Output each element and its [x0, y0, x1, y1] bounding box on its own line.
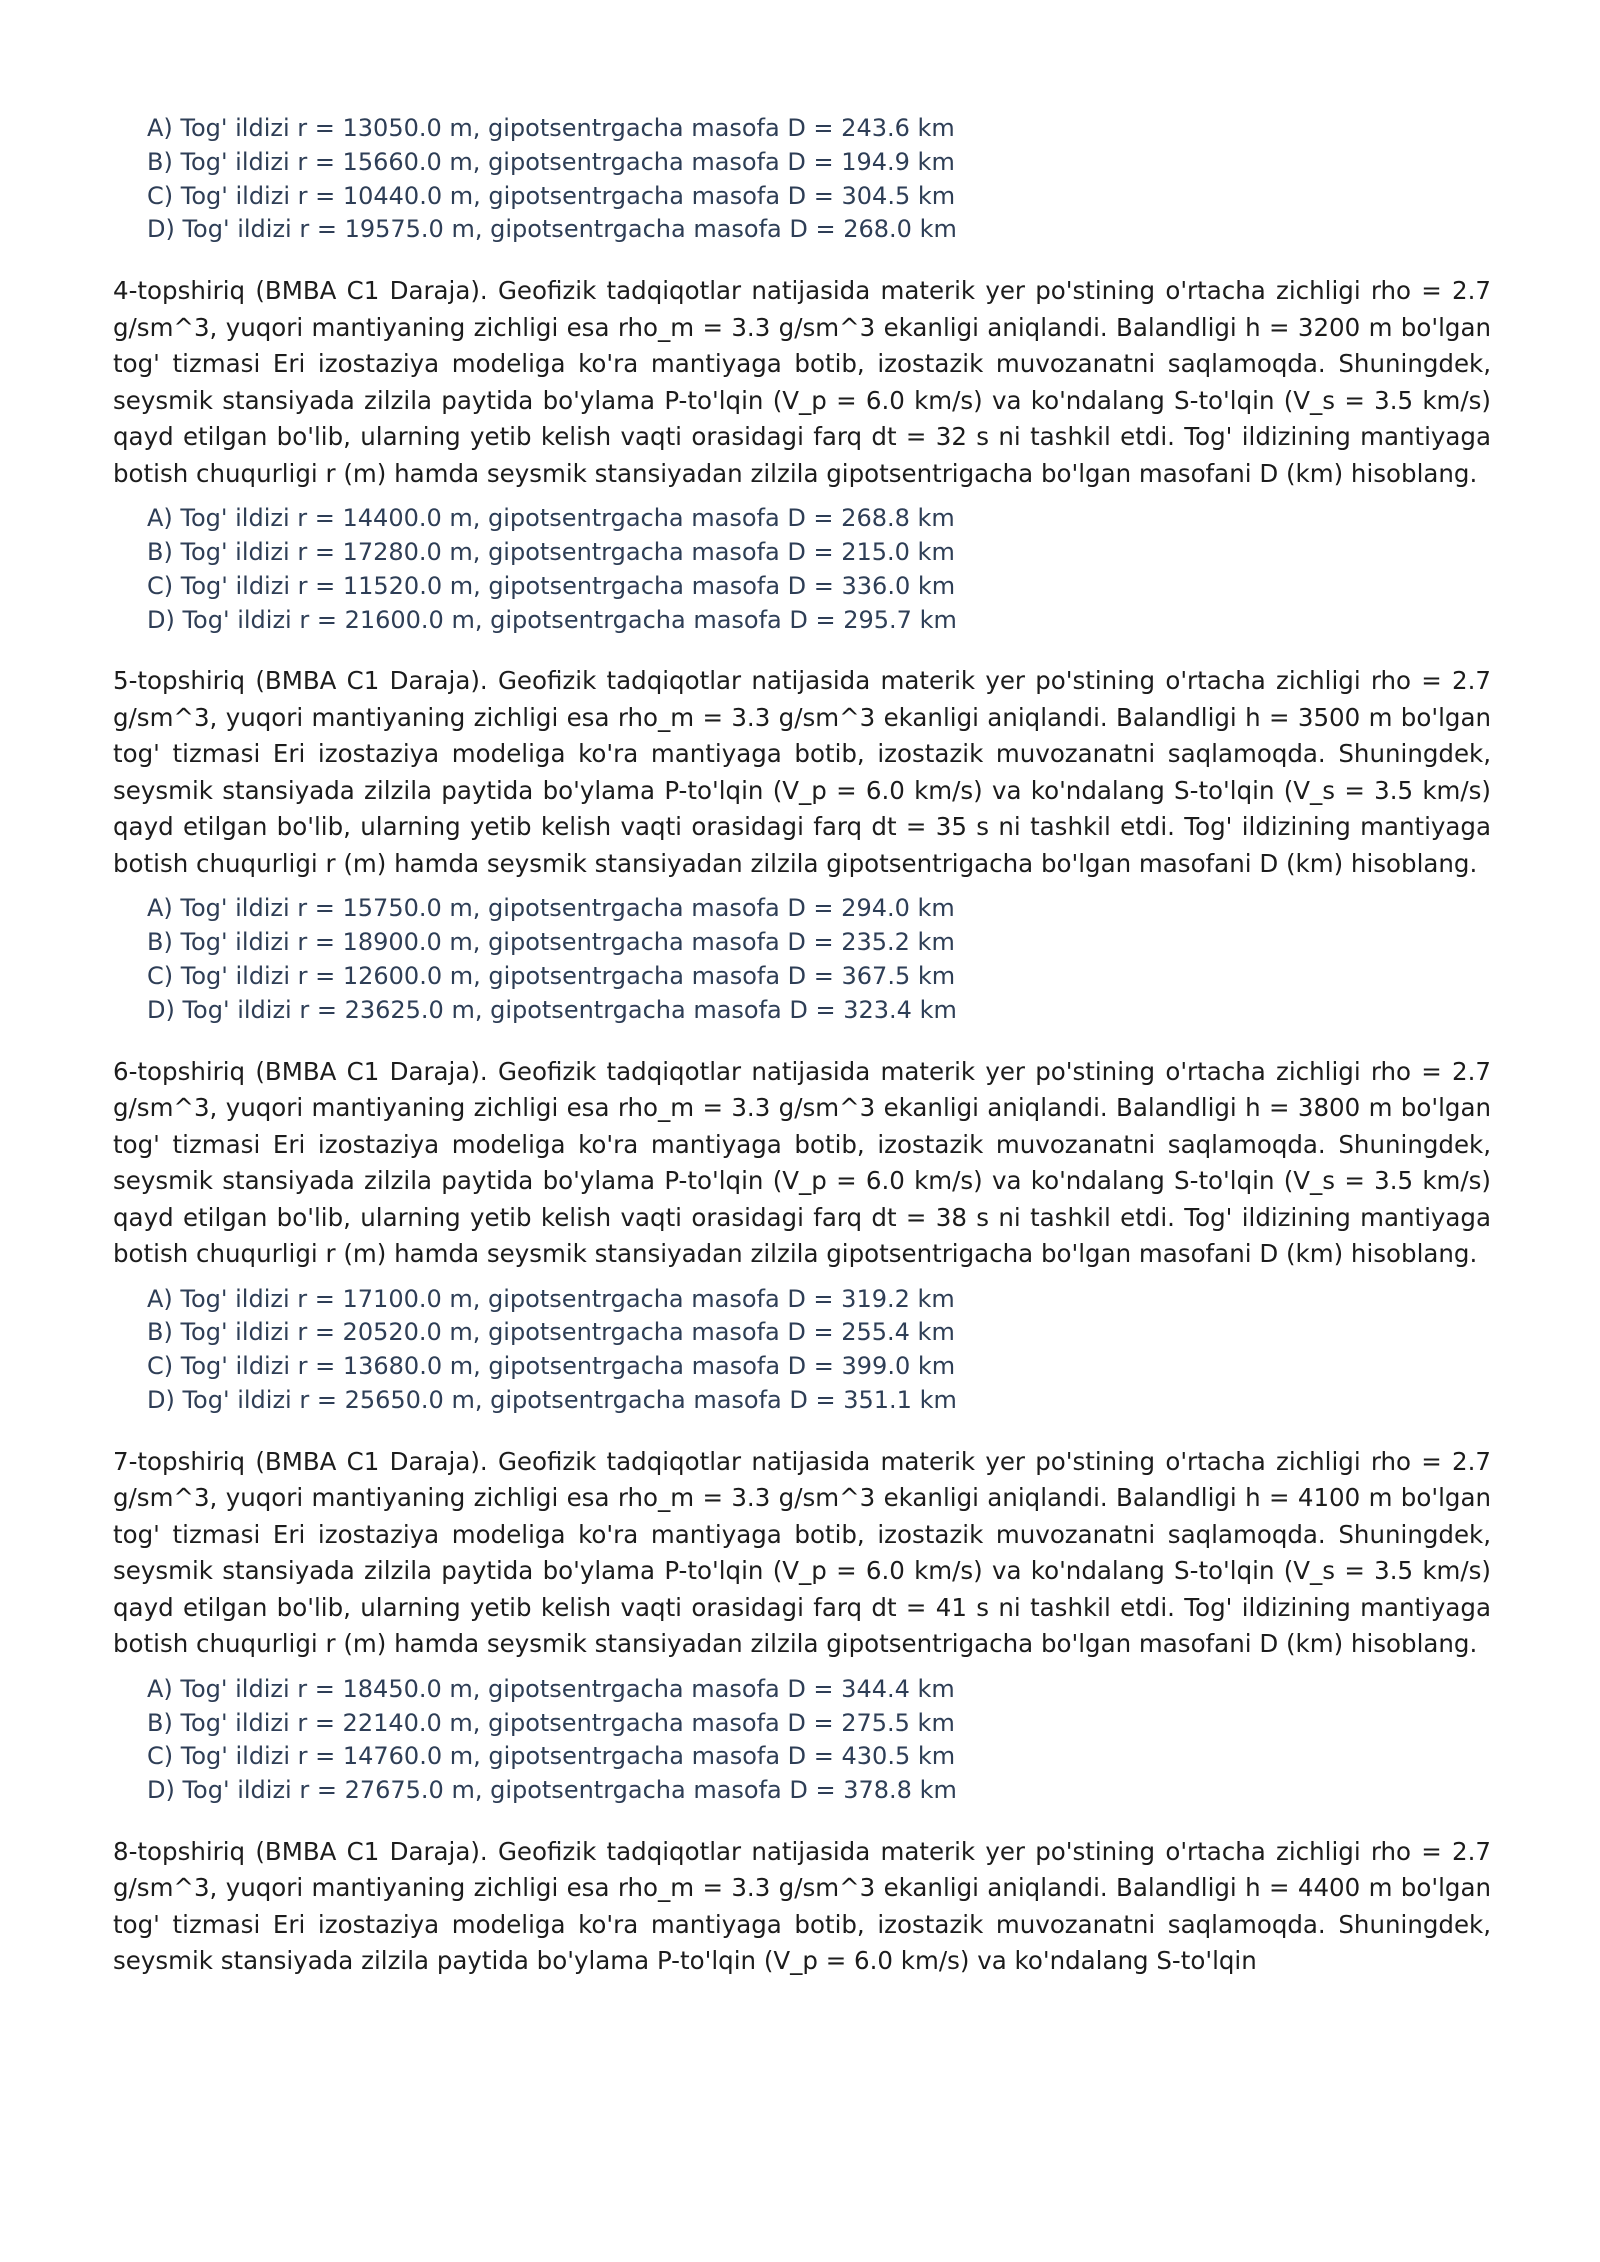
option-d: D) Tog' ildizi r = 19575.0 m, gipotsentrgacha masofa D = 268.0 km [147, 215, 957, 244]
option-b: B) Tog' ildizi r = 20520.0 m, gipotsentrgacha masofa D = 255.4 km [147, 1318, 955, 1347]
problem-text: 5-topshiriq (BMBA C1 Daraja). Geofizik tadqiqotlar natijasida materik yer po'stining o'rtacha zichligi rho = 2.7 g/sm^3, yuqori mantiyaning zichligi esa rho_m = 3.3 g/sm^3 ekanligi aniqlandi. Balandligi h = 3500 m bo'lgan tog' tizmasi Eri izostaziya modeliga ko'ra mantiyaga botib, izostazik muvozanatni saqlamoqda. Shuningdek, seysmik stansiyada zilzila paytida bo'ylama P-to'lqin (V_p = 6.0 km/s) va ko'ndalang S-to'lqin (V_s = 3.5 km/s) qayd etilgan bo'lib, ularning yetib kelish vaqti orasidagi farq dt = 35 s ni tashkil etdi. Tog' ildizining mantiyaga botish chuqurligi r (m) hamda seysmik stansiyadan zilzila gipotsentrigacha bo'lgan masofani D (km) hisoblang. [113, 666, 1491, 878]
option-list [113, 112, 1491, 247]
problem-text: 8-topshiriq (BMBA C1 Daraja). Geofizik tadqiqotlar natijasida materik yer po'stining o'rtacha zichligi rho = 2.7 g/sm^3, yuqori mantiyaning zichligi esa rho_m = 3.3 g/sm^3 ekanligi aniqlandi. Balandligi h = 4400 m bo'lgan tog' tizmasi Eri izostaziya modeliga ko'ra mantiyaga botib, izostazik muvozanatni saqlamoqda. Shuningdek, seysmik stansiyada zilzila paytida bo'ylama P-to'lqin (V_p = 6.0 km/s) va ko'ndalang S-to'lqin [113, 1836, 1491, 1976]
option-c: C) Tog' ildizi r = 10440.0 m, gipotsentrgacha masofa D = 304.5 km [147, 181, 956, 210]
option-a: A) Tog' ildizi r = 14400.0 m, gipotsentrgacha masofa D = 268.8 km [147, 504, 955, 533]
option-a: A) Tog' ildizi r = 15750.0 m, gipotsentrgacha masofa D = 294.0 km [147, 894, 955, 923]
option-d: D) Tog' ildizi r = 27675.0 m, gipotsentrgacha masofa D = 378.8 km [147, 1776, 957, 1805]
option-d: D) Tog' ildizi r = 21600.0 m, gipotsentrgacha masofa D = 295.7 km [147, 605, 957, 634]
problem-text: 7-topshiriq (BMBA C1 Daraja). Geofizik tadqiqotlar natijasida materik yer po'stining o'rtacha zichligi rho = 2.7 g/sm^3, yuqori mantiyaning zichligi esa rho_m = 3.3 g/sm^3 ekanligi aniqlandi. Balandligi h = 4100 m bo'lgan tog' tizmasi Eri izostaziya modeliga ko'ra mantiyaga botib, izostazik muvozanatni saqlamoqda. Shuningdek, seysmik stansiyada zilzila paytida bo'ylama P-to'lqin (V_p = 6.0 km/s) va ko'ndalang S-to'lqin (V_s = 3.5 km/s) qayd etilgan bo'lib, ularning yetib kelish vaqti orasidagi farq dt = 41 s ni tashkil etdi. Tog' ildizining mantiyaga botish chuqurligi r (m) hamda seysmik stansiyadan zilzila gipotsentrigacha bo'lgan masofani D (km) hisoblang. [113, 1446, 1491, 1659]
option-a: A) Tog' ildizi r = 17100.0 m, gipotsentrgacha masofa D = 319.2 km [147, 1284, 955, 1313]
option-list [113, 1283, 1491, 1418]
previous-problem-options [113, 112, 1491, 247]
option-d: D) Tog' ildizi r = 23625.0 m, gipotsentrgacha masofa D = 323.4 km [147, 995, 957, 1024]
option-list [113, 502, 1491, 637]
option-b: B) Tog' ildizi r = 22140.0 m, gipotsentrgacha masofa D = 275.5 km [147, 1708, 955, 1737]
option-list [113, 892, 1491, 1027]
option-c: C) Tog' ildizi r = 12600.0 m, gipotsentrgacha masofa D = 367.5 km [147, 961, 956, 990]
problem-7 [113, 1444, 1491, 1808]
document-page [113, 112, 1491, 2006]
problem-6 [113, 1054, 1491, 1418]
option-d: D) Tog' ildizi r = 25650.0 m, gipotsentrgacha masofa D = 351.1 km [147, 1385, 957, 1414]
problem-8 [113, 1834, 1491, 1980]
option-a: A) Tog' ildizi r = 13050.0 m, gipotsentrgacha masofa D = 243.6 km [147, 114, 955, 142]
problem-4 [113, 273, 1491, 637]
problem-5 [113, 663, 1491, 1027]
option-b: B) Tog' ildizi r = 18900.0 m, gipotsentrgacha masofa D = 235.2 km [147, 928, 955, 957]
option-c: C) Tog' ildizi r = 14760.0 m, gipotsentrgacha masofa D = 430.5 km [147, 1742, 956, 1771]
option-c: C) Tog' ildizi r = 13680.0 m, gipotsentrgacha masofa D = 399.0 km [147, 1352, 956, 1381]
option-list [113, 1673, 1491, 1808]
option-b: B) Tog' ildizi r = 15660.0 m, gipotsentrgacha masofa D = 194.9 km [147, 147, 955, 176]
problem-text: 6-topshiriq (BMBA C1 Daraja). Geofizik tadqiqotlar natijasida materik yer po'stining o'rtacha zichligi rho = 2.7 g/sm^3, yuqori mantiyaning zichligi esa rho_m = 3.3 g/sm^3 ekanligi aniqlandi. Balandligi h = 3800 m bo'lgan tog' tizmasi Eri izostaziya modeliga ko'ra mantiyaga botib, izostazik muvozanatni saqlamoqda. Shuningdek, seysmik stansiyada zilzila paytida bo'ylama P-to'lqin (V_p = 6.0 km/s) va ko'ndalang S-to'lqin (V_s = 3.5 km/s) qayd etilgan bo'lib, ularning yetib kelish vaqti orasidagi farq dt = 38 s ni tashkil etdi. Tog' ildizining mantiyaga botish chuqurligi r (m) hamda seysmik stansiyadan zilzila gipotsentrigacha bo'lgan masofani D (km) hisoblang. [113, 1056, 1491, 1269]
option-b: B) Tog' ildizi r = 17280.0 m, gipotsentrgacha masofa D = 215.0 km [147, 537, 955, 566]
option-a: A) Tog' ildizi r = 18450.0 m, gipotsentrgacha masofa D = 344.4 km [147, 1674, 955, 1703]
option-c: C) Tog' ildizi r = 11520.0 m, gipotsentrgacha masofa D = 336.0 km [147, 571, 956, 600]
problem-text: 4-topshiriq (BMBA C1 Daraja). Geofizik tadqiqotlar natijasida materik yer po'stining o'rtacha zichligi rho = 2.7 g/sm^3, yuqori mantiyaning zichligi esa rho_m = 3.3 g/sm^3 ekanligi aniqlandi. Balandligi h = 3200 m bo'lgan tog' tizmasi Eri izostaziya modeliga ko'ra mantiyaga botib, izostazik muvozanatni saqlamoqda. Shuningdek, seysmik stansiyada zilzila paytida bo'ylama P-to'lqin (V_p = 6.0 km/s) va ko'ndalang S-to'lqin (V_s = 3.5 km/s) qayd etilgan bo'lib, ularning yetib kelish vaqti orasidagi farq dt = 32 s ni tashkil etdi. Tog' ildizining mantiyaga botish chuqurligi r (m) hamda seysmik stansiyadan zilzila gipotsentrigacha bo'lgan masofani D (km) hisoblang. [113, 276, 1491, 488]
